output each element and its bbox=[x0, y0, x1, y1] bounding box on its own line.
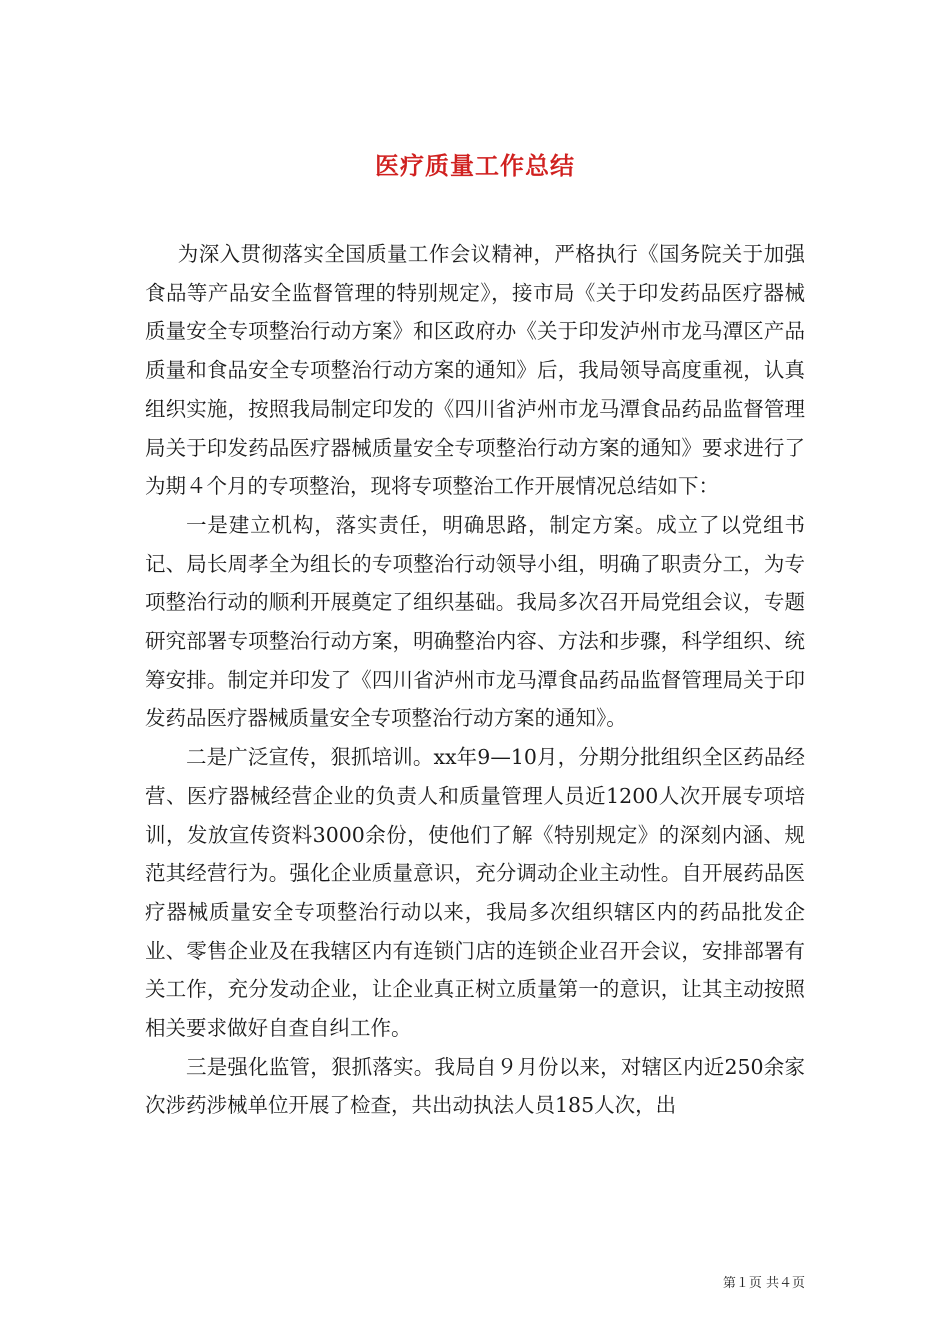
paragraph-section-2: 二是广泛宣传，狠抓培训。xx年9—10月，分期分批组织全区药品经营、医疗器械经营企业的负责人和质量管理人员近1200人次开展专项培训，发放宣传资料3000余份，使他们了解《特别规定》的深刻内涵、规范其经营行为。强化企业质量意识，充分调动企业主动性。自开展药品医疗器械质量安全专项整治行动以来，我局多次组织辖区内的药品批发企业、零售企业及在我辖区内有连锁门店的连锁企业召开会议，安排部署有关工作，充分发动企业，让企业真正树立质量第一的意识，让其主动按照相关要求做好自查自纠工作。 bbox=[145, 745, 805, 1041]
paragraph-section-3: 三是强化监管，狠抓落实。我局自９月份以来，对辖区内近250余家次涉药涉械单位开展了检查，共出动执法人员185人次，出 bbox=[145, 1054, 805, 1118]
paragraph-intro: 为深入贯彻落实全国质量工作会议精神，严格执行《国务院关于加强食品等产品安全监督管理的特别规定》，接市局《关于印发药品医疗器械质量安全专项整治行动方案》和区政府办《关于印发泸州市龙马潭区产品质量和食品安全专项整治行动方案的通知》后，我局领导高度重视，认真组织实施，按照我局制定印发的《四川省泸州市龙马潭食品药品监督管理局关于印发药品医疗器械质量安全专项整治行动方案的通知》要求进行了为期４个月的专项整治，现将专项整治工作开展情况总结如下： bbox=[145, 242, 805, 499]
document-title: 医疗质量工作总结 bbox=[375, 151, 575, 181]
paragraph-section-1: 一是建立机构，落实责任，明确思路，制定方案。成立了以党组书记、局长周孝全为组长的专项整治行动领导小组，明确了职责分工，为专项整治行动的顺利开展奠定了组织基础。我局多次召开局党组会议，专题研究部署专项整治行动方案，明确整治内容、方法和步骤，科学组织、统筹安排。制定并印发了《四川省泸州市龙马潭食品药品监督管理局关于印发药品医疗器械质量安全专项整治行动方案的通知》。 bbox=[145, 512, 805, 731]
page-number: 第１页 共４页 bbox=[722, 1276, 805, 1291]
document-body bbox=[145, 235, 805, 1125]
